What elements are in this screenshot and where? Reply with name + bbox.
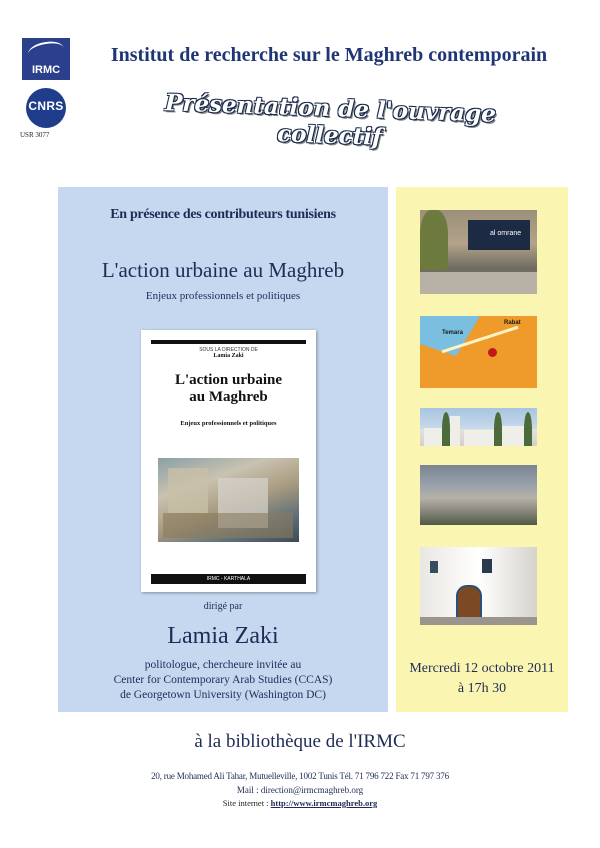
directed-by-label: dirigé par	[203, 601, 243, 612]
cover-title-line2: au Maghreb	[189, 389, 268, 405]
usr-label: USR 3077	[20, 131, 50, 139]
venue-text: à la bibliothèque de l'IRMC	[194, 731, 406, 752]
cover-title-line1: L'action urbaine	[174, 372, 283, 388]
book-cover-image	[141, 330, 316, 592]
irmc-logo	[22, 38, 70, 80]
book-title: L'action urbaine au Maghreb	[101, 258, 345, 282]
author-name: Lamia Zaki	[167, 623, 279, 649]
map-label-rabat: Rabat	[504, 320, 521, 326]
author-affiliation-line: Center for Contemporary Arab Studies (CCAS)	[113, 674, 333, 686]
event-time: à 17h 30	[457, 681, 507, 696]
cover-direction-text: SOUS LA DIRECTION DE	[199, 347, 258, 353]
cover-photo	[158, 458, 299, 542]
contributeurs-heading: En présence des contributeurs tunisiens	[110, 207, 336, 222]
cover-subtitle: Enjeux professionnels et politiques	[180, 420, 277, 427]
city-panorama-photo	[420, 465, 537, 525]
website-line	[0, 798, 600, 808]
website-label: Site internet :	[222, 798, 271, 808]
book-subtitle: Enjeux professionnels et politiques	[145, 290, 301, 302]
map-image	[420, 316, 537, 388]
building-photo: al omrane	[420, 210, 537, 294]
website-link[interactable]: http://www.irmcmaghreb.org	[270, 798, 378, 808]
medina-door-photo	[420, 547, 537, 625]
presentation-heading: Présentation de l'ouvrage collectif	[164, 89, 497, 151]
event-date: Mercredi 12 octobre 2011	[409, 661, 555, 676]
irmc-logo-text: IRMC	[31, 64, 61, 76]
location-marker-icon	[488, 348, 497, 357]
address-text: 20, rue Mohamed Ali Tahar, Mutuelleville, 1002 Tunis Tél. 71 796 722 Fax 71 797 376	[151, 771, 449, 781]
mail-text: Mail : direction@irmcmaghreb.org	[236, 785, 364, 795]
author-affiliation-line: politologue, chercheure invitée au	[144, 659, 302, 671]
cover-publisher: IRMC - KARTHALA	[206, 576, 251, 582]
cnrs-logo-text: CNRS	[28, 99, 64, 113]
cnrs-logo	[26, 88, 66, 128]
institute-title: Institut de recherche sur le Maghreb contemporain	[110, 44, 548, 66]
author-affiliation-line: de Georgetown University (Washington DC)	[120, 689, 326, 701]
cover-title	[141, 372, 316, 406]
cover-author-text: Lamia Zaki	[213, 353, 244, 359]
map-label-temara: Temara	[442, 330, 463, 336]
city-street-photo	[420, 408, 537, 446]
